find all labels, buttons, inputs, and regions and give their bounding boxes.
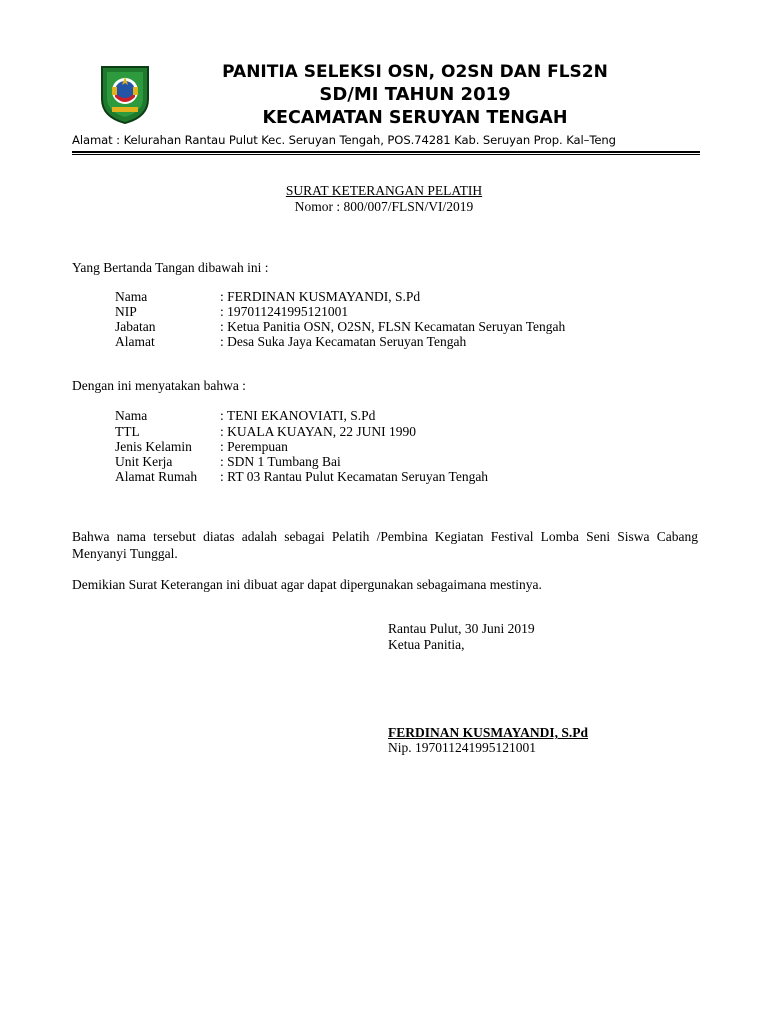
signature-place-date: Rantau Pulut, 30 Juni 2019 (388, 621, 535, 636)
letterhead-line-1: PANITIA SELEKSI OSN, O2SN DAN FLS2N (222, 62, 608, 82)
subject-label-home-address: Alamat Rumah (115, 469, 198, 484)
letterhead-address: Alamat : Kelurahan Rantau Pulut Kec. Seruyan Tengah, POS.74281 Kab. Seruyan Prop. Kal–Teng (72, 133, 616, 147)
body-paragraph: Bahwa nama tersebut diatas adalah sebagai Pelatih /Pembina Kegiatan Festival Lomba Seni Siswa Cabang Menyanyi Tunggal. (72, 529, 698, 561)
signer-label-nip: NIP (115, 304, 137, 319)
letterhead-line-2: SD/MI TAHUN 2019 (319, 84, 511, 105)
signer-label-address: Alamat (115, 334, 155, 349)
letterhead-rule-thin (72, 154, 700, 155)
subject-label-name: Nama (115, 408, 148, 423)
signature-name: FERDINAN KUSMAYANDI, S.Pd (388, 725, 589, 740)
subject-label-gender: Jenis Kelamin (115, 439, 192, 454)
subject-value-home-address: : RT 03 Rantau Pulut Kecamatan Seruyan Tengah (220, 469, 489, 484)
signer-value-nip: : 197011241995121001 (220, 304, 349, 319)
letter-number: Nomor : 800/007/FLSN/VI/2019 (294, 199, 474, 214)
signature-role: Ketua Panitia, (388, 637, 465, 652)
subject-value-gender: : Perempuan (220, 439, 288, 454)
subject-value-birth: : KUALA KUAYAN, 22 JUNI 1990 (220, 424, 417, 439)
intro-text: Yang Bertanda Tangan dibawah ini : (72, 260, 269, 275)
signer-value-position: : Ketua Panitia OSN, O2SN, FLSN Kecamatan Seruyan Tengah (220, 319, 566, 334)
signer-label-position: Jabatan (115, 319, 156, 334)
signer-value-name: : FERDINAN KUSMAYANDI, S.Pd (220, 289, 421, 304)
letter-title: SURAT KETERANGAN PELATIH (285, 183, 483, 198)
signature-nip: Nip. 197011241995121001 (388, 740, 536, 755)
signer-value-address: : Desa Suka Jaya Kecamatan Seruyan Tengah (220, 334, 467, 349)
subject-value-name: : TENI EKANOVIATI, S.Pd (220, 408, 376, 423)
subject-label-birth: TTL (115, 424, 140, 439)
letterhead-line-3: KECAMATAN SERUYAN TENGAH (262, 108, 568, 128)
closing-paragraph: Demikian Surat Keterangan ini dibuat agar dapat dipergunakan sebagaimana mestinya. (72, 577, 542, 592)
letterhead-rule-thick (72, 151, 700, 153)
signer-label-name: Nama (115, 289, 148, 304)
subject-label-workplace: Unit Kerja (115, 454, 173, 469)
regency-emblem-icon (98, 63, 152, 125)
subject-value-workplace: : SDN 1 Tumbang Bai (220, 454, 341, 469)
statement-text: Dengan ini menyatakan bahwa : (72, 378, 246, 393)
